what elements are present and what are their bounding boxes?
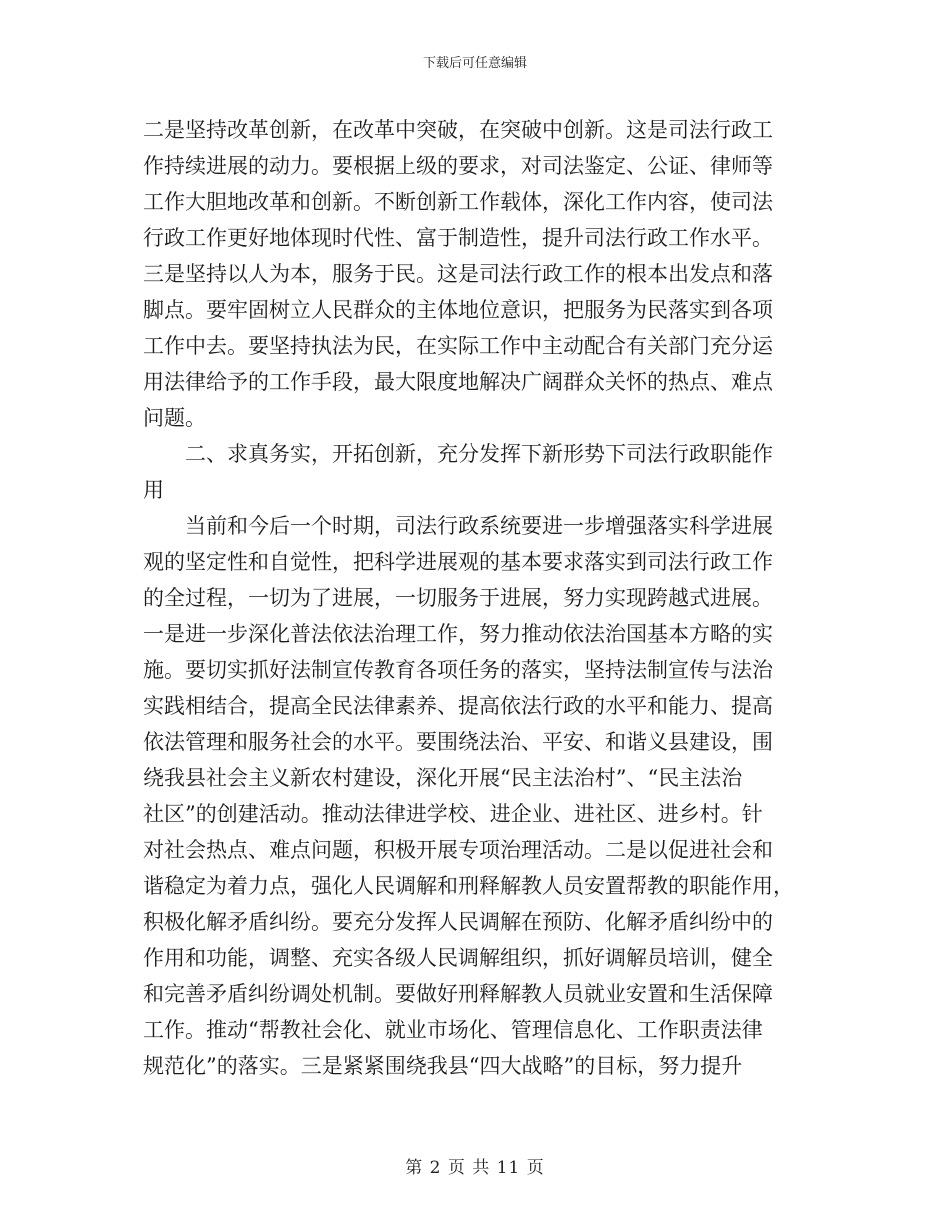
text-line: 社区”的创建活动。推动法律进学校、进企业、进社区、进乡村。针: [143, 802, 763, 826]
text-line: 二是坚持改革创新，在改革中突破，在突破中创新。这是司法行政工: [143, 118, 773, 142]
text-line: 的全过程，一切为了进展，一切服务于进展，努力实现跨越式进展。: [143, 586, 773, 610]
section-heading-line: 用: [143, 478, 164, 502]
text-line: 问题。: [143, 406, 206, 430]
text-line: 工作。推动“帮教社会化、就业市场化、管理信息化、工作职责法律: [143, 1018, 763, 1042]
text-line: 依法管理和服务社会的水平。要围绕法治、平安、和谐义县建设，围: [143, 730, 773, 754]
text-line: 一是进一步深化普法依法治理工作，努力推动依法治国基本方略的实: [143, 622, 773, 646]
section-heading-line: 二、求真务实，开拓创新，充分发挥下新形势下司法行政职能作: [185, 442, 773, 466]
text-line: 工作中去。要坚持执法为民，在实际工作中主动配合有关部门充分运: [143, 334, 773, 358]
text-line: 作持续进展的动力。要根据上级的要求，对司法鉴定、公证、律师等: [143, 154, 773, 178]
body-text: [143, 112, 808, 1084]
text-line: 行政工作更好地体现时代性、富于制造性，提升司法行政工作水平。: [143, 226, 773, 250]
header-note: 下载后可任意编辑: [422, 56, 527, 71]
text-line: 作用和功能，调整、充实各级人民调解组织，抓好调解员培训，健全: [143, 946, 773, 970]
text-line: 对社会热点、难点问题，积极开展专项治理活动。二是以促进社会和: [143, 838, 773, 862]
text-line: 和完善矛盾纠纷调处机制。要做好刑释解教人员就业安置和生活保障: [143, 982, 773, 1006]
text-line: 脚点。要牢固树立人民群众的主体地位意识，把服务为民落实到各项: [143, 298, 773, 322]
page-number-footer: 第 2 页 共 11 页: [405, 1158, 545, 1178]
text-line: 工作大胆地改革和创新。不断创新工作载体，深化工作内容，使司法: [143, 190, 773, 214]
text-line: 观的坚定性和自觉性，把科学进展观的基本要求落实到司法行政工作: [143, 550, 773, 574]
text-line: 实践相结合，提高全民法律素养、提高依法行政的水平和能力、提高: [143, 694, 773, 718]
text-line: 谐稳定为着力点，强化人民调解和刑释解教人员安置帮教的职能作用，: [143, 874, 794, 898]
text-line: 当前和今后一个时期，司法行政系统要进一步增强落实科学进展: [185, 514, 773, 538]
text-line: 用法律给予的工作手段，最大限度地解决广阔群众关怀的热点、难点: [143, 370, 773, 394]
text-line: 三是坚持以人为本，服务于民。这是司法行政工作的根本出发点和落: [143, 262, 773, 286]
text-line: 绕我县社会主义新农村建设，深化开展“民主法治村”、“民主法治: [143, 766, 743, 790]
text-line: 积极化解矛盾纠纷。要充分发挥人民调解在预防、化解矛盾纠纷中的: [143, 910, 773, 934]
text-line: 规范化”的落实。三是紧紧围绕我县“四大战略”的目标，努力提升: [143, 1054, 743, 1078]
text-line: 施。要切实抓好法制宣传教育各项任务的落实，坚持法制宣传与法治: [143, 658, 773, 682]
